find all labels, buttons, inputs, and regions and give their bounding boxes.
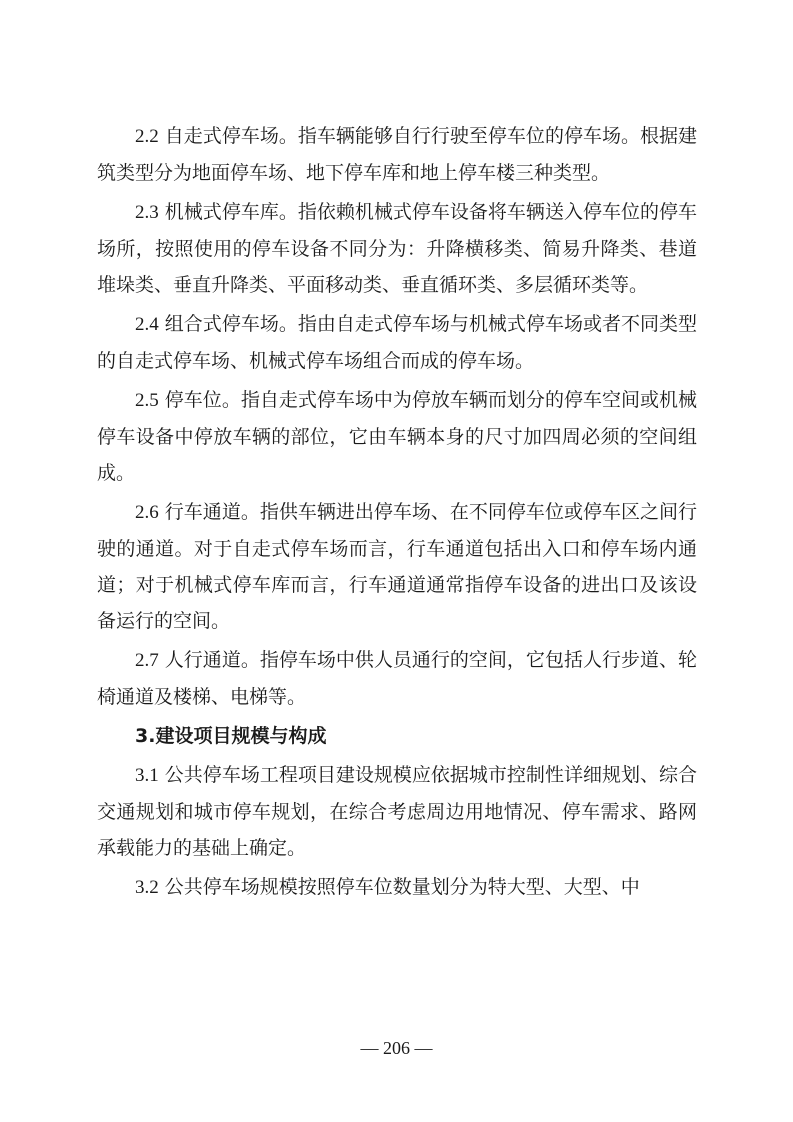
page-number: — 206 —: [360, 1038, 433, 1058]
paragraph-2-4: 2.4 组合式停车场。指由自走式停车场与机械式停车场或者不同类型的自走式停车场、机械式停车场组合而成的停车场。: [97, 313, 697, 372]
paragraph-3-1: 3.1 公共停车场工程项目建设规模应依据城市控制性详细规划、综合交通规划和城市停车规划，在综合考虑周边用地情况、停车需求、路网承载能力的基础上确定。: [97, 764, 697, 859]
document-body: [97, 118, 697, 909]
paragraph-2-7: 2.7 人行通道。指停车场中供人员通行的空间，它包括人行步道、轮椅通道及楼梯、电梯等。: [97, 649, 697, 708]
paragraph-2-6: 2.6 行车通道。指供车辆进出停车场、在不同停车位或停车区之间行驶的通道。对于自走式停车场而言，行车通道包括出入口和停车场内通道；对于机械式停车库而言，行车通道通常指停车设备的进出口及该设备运行的空间。: [97, 501, 697, 632]
paragraph-2-5: 2.5 停车位。指自走式停车场中为停放车辆而划分的停车空间或机械停车设备中停放车辆的部位，它由车辆本身的尺寸加四周必须的空间组成。: [97, 389, 697, 484]
paragraph-2-3: 2.3 机械式停车库。指依赖机械式停车设备将车辆送入停车位的停车场所，按照使用的停车设备不同分为：升降横移类、简易升降类、巷道堆垛类、垂直升降类、平面移动类、垂直循环类、多层循环类等。: [97, 201, 697, 296]
paragraph-3-2: 3.2 公共停车场规模按照停车位数量划分为特大型、大型、中: [135, 876, 640, 898]
section-heading-3: 3.建设项目规模与构成: [135, 725, 327, 747]
paragraph-2-2: 2.2 自走式停车场。指车辆能够自行行驶至停车位的停车场。根据建筑类型分为地面停车场、地下停车库和地上停车楼三种类型。: [97, 125, 697, 184]
